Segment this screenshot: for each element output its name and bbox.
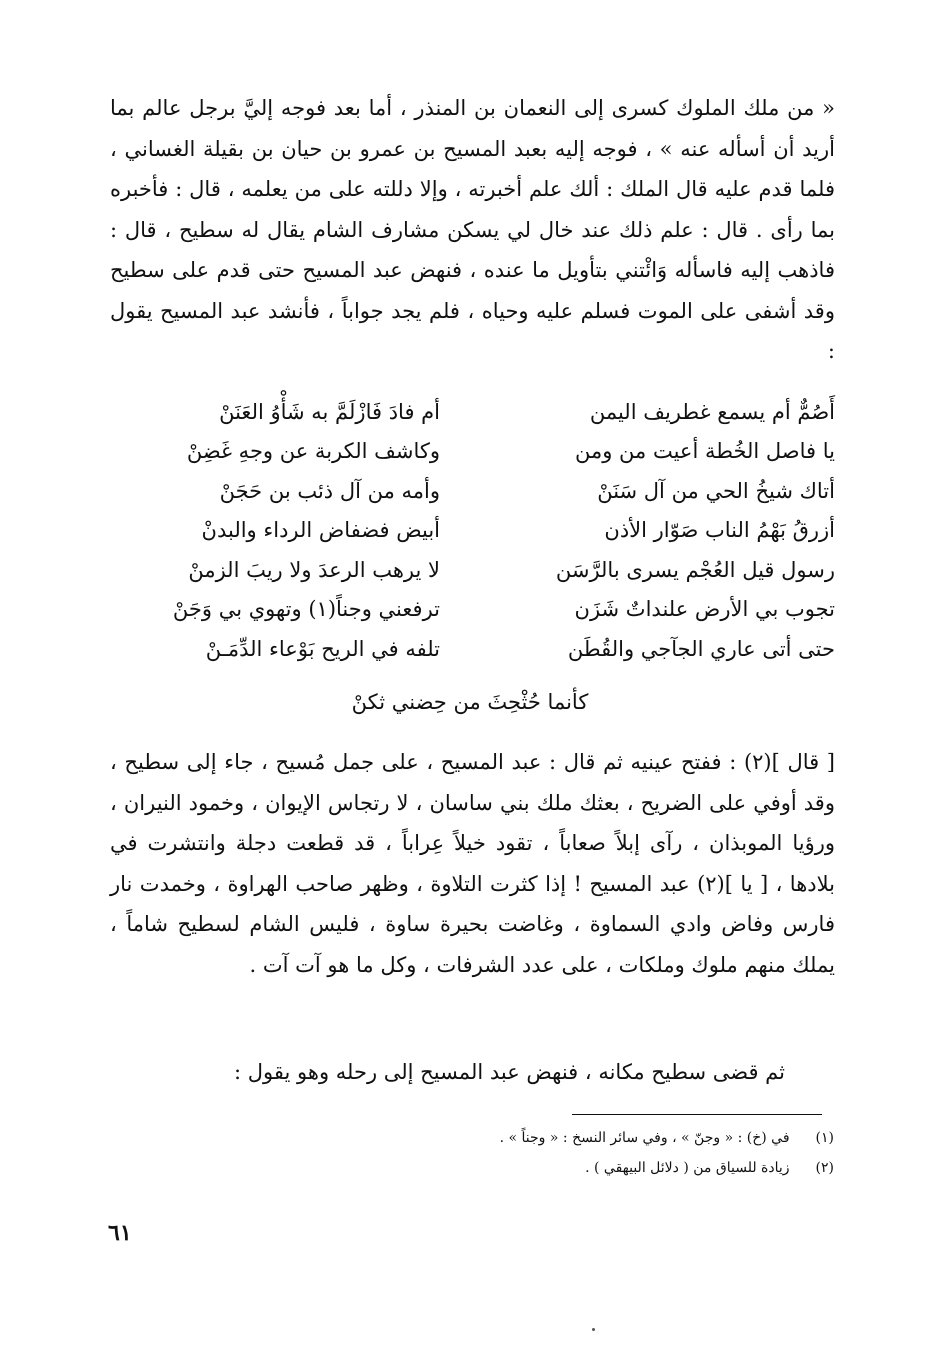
verse-second-hemistich: ترفعني وجناً(١) وتهوي بي وَجَنْ [172, 597, 440, 622]
footnote [274, 1130, 834, 1146]
poem-verse [140, 511, 835, 551]
verse-first-hemistich: رسول قيل العُجْم يسرى بالرَّسَن [555, 557, 835, 582]
poem-verse [140, 550, 835, 590]
poem-block [140, 392, 835, 669]
poem-verse [140, 629, 835, 669]
poem-verse [140, 432, 835, 472]
verse-first-hemistich: حتى أتى عاري الجآجي والقُطَن [567, 636, 835, 661]
poem-verse [140, 471, 835, 511]
poem-verse [140, 392, 835, 432]
verse-second-hemistich: وأمه من آل ذئب بن حَجَنْ [219, 478, 440, 503]
body-paragraph: [ قال ](٢) : ففتح عينيه ثم قال : عبد المسيح ، على جمل مُسيح ، جاء إلى سطيح ، وقد أوفي على الضريح ، بعثك ملك بني ساسان ، لا رتجاس الإيوان ، وخمود النيران ، ورؤيا الموبذان ، رآى إبلاً صعاباً ، تقود خيلاً عِراباً ، قد قطعت دجلة وانتشرت في بلادها ، [ يا ](٢) عبد المسيح ! إذا كثرت التلاوة ، وظهر صاحب الهراوة ، وخمدت نار فارس وفاض وادي السماوة ، وغاضت بحيرة ساوة ، فليس الشام لسطيح شاماً ، يملك منهم ملوك وملكات ، على عدد الشرفات ، وكل ما هو آت آت . [110, 750, 836, 977]
verse-second-hemistich: أم فادَ فَازْلَمَّ به شَأْوُ العَنَنْ [219, 399, 440, 424]
page-number: ٦١ [108, 1220, 132, 1246]
footnote-text: زيادة للسياق من ( دلائل البيهقي ) . [585, 1160, 790, 1176]
verse-first-hemistich: أتاك شيخُ الحي من آل سَنَنْ [597, 478, 835, 503]
footnote-number: (١) [815, 1130, 834, 1146]
verse-first-hemistich: أَصُمٌّ أم يسمع غطريف اليمن [589, 399, 835, 424]
verse-second-hemistich: أبيض فضفاض الرداء والبدنْ [201, 518, 440, 543]
verse-second-hemistich: تلفه في الريح بَوْعاء الدِّمَـنْ [205, 636, 440, 661]
footnote-divider [572, 1114, 822, 1115]
body-paragraph: « من ملك الملوك كسرى إلى النعمان بن المنذر ، أما بعد فوجه إليَّ برجل عالم بما أريد أن أسأله عنه » ، فوجه إليه بعبد المسيح بن عمرو بن حيان بن بقيلة الغساني ، فلما قدم عليه قال الملك : ألك علم أخبرته ، وإلا دللته على من يعلمه ، قال : فأخبره بما رأى . قال : علم ذلك عند خال لي يسكن مشارف الشام يقال له سطيح ، قال : فاذهب إليه فاسأله وَائْتني بتأويل ما عنده ، فنهض عبد المسيح حتى قدم على سطيح وقد أشفى على الموت فسلم عليه وحياه ، فلم يجد جواباً ، فأنشد عبد المسيح يقول : [110, 96, 835, 363]
body-paragraph: ثم قضى سطيح مكانه ، فنهض عبد المسيح إلى رحله وهو يقول : [234, 1060, 785, 1084]
poem-final-line: كأنما حُثْحِثَ من حِضني ثكنْ [351, 690, 589, 714]
footnote-text: في (خ) : « وجنّ » ، وفي سائر النسخ : « وجناً » . [499, 1130, 790, 1146]
verse-first-hemistich: أزرقُ بَهْمُ الناب صَوّار الأذن [604, 518, 835, 543]
verse-first-hemistich: تجوب بي الأرض علنداتٌ شَزَن [574, 597, 835, 622]
verse-second-hemistich: لا يرهب الرعدَ ولا ريبَ الزمنْ [188, 557, 440, 582]
poem-verse [140, 590, 835, 630]
footnote-number: (٢) [815, 1160, 834, 1176]
footnote [274, 1160, 834, 1176]
verse-first-hemistich: يا فاصل الخُطة أعيت من ومن [575, 439, 835, 464]
scan-speck [592, 1328, 595, 1331]
verse-second-hemistich: وكاشف الكربة عن وجهِ غَضِنْ [186, 439, 440, 464]
